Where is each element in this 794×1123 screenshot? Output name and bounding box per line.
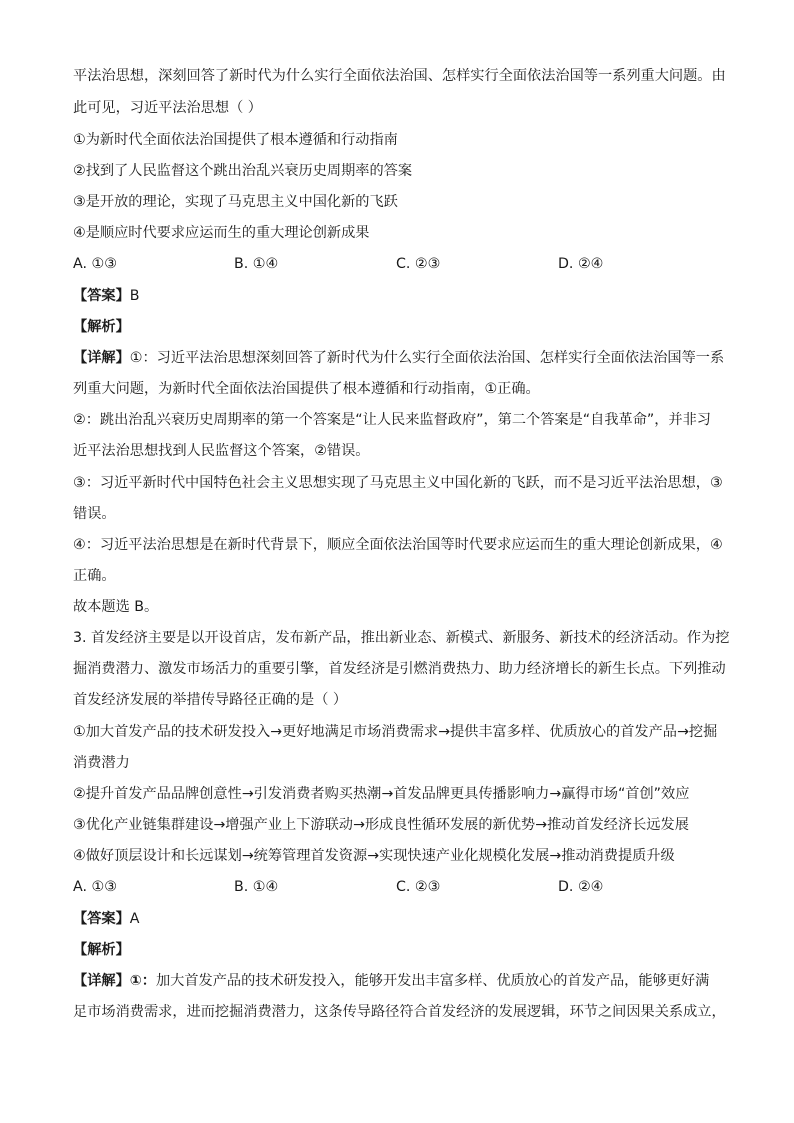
q2-analysis-heading [73,317,733,337]
q3-statement: ③优化产业链集群建设→增强产业上下游联动→形成良性循环发展的新优势→推动首发经济长远发展 [73,817,689,833]
q3-stem-line: 首发经济发展的举措传导路径正确的是（ ） [73,692,348,708]
analysis-tag: 【解析】 [73,942,130,958]
q2-detail-line: 近平法治思想找到人民监督这个答案，②错误。 [73,443,370,459]
q3-option-d: D. ②④ [558,879,604,895]
answer-tag: 【答案】 [73,911,130,927]
q2-stem-line: 平法治思想，深刻回答了新时代为什么实行全面依法治国、怎样实行全面依法治国等一系列重大问题。由 [73,68,726,84]
answer-tag: 【答案】 [73,288,130,304]
q2-stem-line: 此可见，习近平法治思想（ ） [73,100,262,116]
detail-text: 加大首发产品的技术研发投入，能够开发出丰富多样、优质放心的首发产品，能够更好满 [155,973,710,989]
q2-detail-line: ③：习近平新时代中国特色社会主义思想实现了马克思主义中国化新的飞跃，而不是习近平法治思想，③ [73,475,723,491]
detail-tag: 【详解】 [73,350,130,366]
answer-value: B [129,288,140,304]
q2-statement: ④是顺应时代要求应运而生的重大理论创新成果 [73,225,370,241]
q2-option-b: B. ①④ [234,256,279,272]
q2-detail-line: 列重大问题，为新时代全面依法治国提供了根本遵循和行动指南，①正确。 [73,381,540,397]
q3-option-b: B. ①④ [234,879,279,895]
detail-tag: 【详解】 [73,973,130,989]
q2-statement: ①为新时代全面依法治国提供了根本遵循和行动指南 [73,132,398,148]
q3-stem-line: 掘消费潜力、激发市场活力的重要引擎，首发经济是引燃消费热力、助力经济增长的新生长点。下列推动 [73,661,726,677]
q2-statement: ②找到了人民监督这个跳出治乱兴衰历史周期率的答案 [73,163,413,179]
detail-text: ①：习近平法治思想深刻回答了新时代为什么实行全面依法治国、怎样实行全面依法治国等一系 [129,350,725,366]
q3-answer [73,909,733,929]
q3-detail-line: 足市场消费需求，进而挖掘消费潜力，这条传导路径符合首发经济的发展逻辑，环节之间因果关系成立， [73,1004,726,1020]
q3-analysis-heading [73,940,733,960]
q2-statement: ③是开放的理论，实现了马克思主义中国化新的飞跃 [73,194,398,210]
analysis-tag: 【解析】 [73,319,130,335]
q2-detail-line [73,348,733,368]
q2-detail-line: 正确。 [73,568,116,584]
q3-detail-line [73,971,733,991]
q3-stem-line: 3. 首发经济主要是以开设首店，发布新产品，推出新业态、新模式、新服务、新技术的经济活动。作为挖 [73,630,730,646]
q3-statement: ②提升首发产品品牌创意性→引发消费者购买热潮→首发品牌更具传播影响力→赢得市场“首创”效应 [73,786,690,802]
detail-marker: ①： [129,973,156,989]
q3-statement-cont: 消费潜力 [73,755,130,771]
q2-option-d: D. ②④ [558,256,604,272]
q2-detail-line: ④：习近平法治思想是在新时代背景下，顺应全面依法治国等时代要求应运而生的重大理论创新成果，④ [73,537,723,553]
q2-answer [73,286,733,306]
q2-detail-line: ②：跳出治乱兴衰历史周期率的第一个答案是“让人民来监督政府”，第二个答案是“自我革命”，并非习 [73,412,711,428]
answer-value: A [129,911,140,927]
q3-option-c: C. ②③ [396,879,441,895]
q3-option-a: A. ①③ [73,879,117,895]
q3-statement: ①加大首发产品的技术研发投入→更好地满足市场消费需求→提供丰富多样、优质放心的首发产品→挖掘 [73,724,718,740]
q2-conclusion: 故本题选 B。 [73,599,159,615]
q3-statement: ④做好顶层设计和长远谋划→统筹管理首发资源→实现快速产业化规模化发展→推动消费提质升级 [73,848,675,864]
q2-option-c: C. ②③ [396,256,441,272]
q2-option-a: A. ①③ [73,256,117,272]
q2-detail-line: 错误。 [73,506,116,522]
